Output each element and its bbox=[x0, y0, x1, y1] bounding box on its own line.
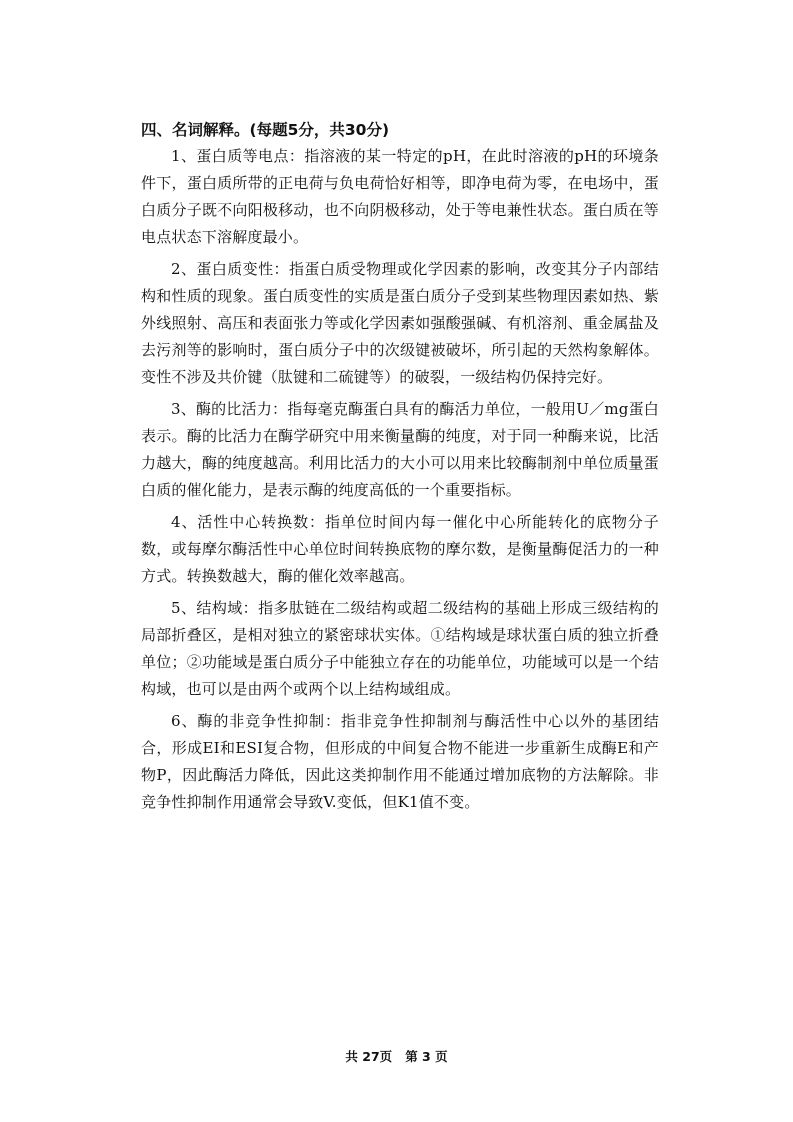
document-body bbox=[141, 117, 659, 821]
definition-item-4: 4、活性中心转换数：指单位时间内每一催化中心所能转化的底物分子数，或每摩尔酶活性中心单位时间转换底物的摩尔数，是衡量酶促活力的一种方式。转换数越大，酶的催化效率越高。 bbox=[141, 513, 659, 585]
page-footer: 共 27页 第 3 页 bbox=[345, 1049, 448, 1064]
definition-item-3: 3、酶的比活力：指每毫克酶蛋白具有的酶活力单位，一般用U／mg蛋白表示。酶的比活力在酶学研究中用来衡量酶的纯度，对于同一种酶来说，比活力越大，酶的纯度越高。利用比活力的大小可以用来比较酶制剂中单位质量蛋白质的催化能力，是表示酶的纯度高低的一个重要指标。 bbox=[141, 400, 659, 499]
definition-item-1: 1、蛋白质等电点：指溶液的某一特定的pH，在此时溶液的pH的环境条件下，蛋白质所带的正电荷与负电荷恰好相等，即净电荷为零，在电场中，蛋白质分子既不向阳极移动，也不向阴极移动，处于等电兼性状态。蛋白质在等电点状态下溶解度最小。 bbox=[141, 147, 659, 246]
definition-item-6: 6、酶的非竞争性抑制：指非竞争性抑制剂与酶活性中心以外的基团结合，形成EI和ESI复合物，但形成的中间复合物不能进一步重新生成酶E和产物P，因此酶活力降低，因此这类抑制作用不能通过增加底物的方法解除。非竞争性抑制作用通常会导致V.变低，但K1值不变。 bbox=[141, 712, 659, 811]
section-title: 四、名词解释。(每题5分，共30分) bbox=[141, 121, 390, 139]
definition-item-5: 5、结构域：指多肽链在二级结构或超二级结构的基础上形成三级结构的局部折叠区，是相对独立的紧密球状实体。①结构域是球状蛋白质的独立折叠单位；②功能域是蛋白质分子中能独立存在的功能单位，功能域可以是一个结构域，也可以是由两个或两个以上结构域组成。 bbox=[141, 599, 659, 698]
definition-item-2: 2、蛋白质变性：指蛋白质受物理或化学因素的影响，改变其分子内部结构和性质的现象。蛋白质变性的实质是蛋白质分子受到某些物理因素如热、紫外线照射、高压和表面张力等或化学因素如强酸强碱、有机溶剂、重金属盐及去污剂等的影响时，蛋白质分子中的次级键被破坏，所引起的天然构象解体。变性不涉及共价键（肽键和二硫键等）的破裂，一级结构仍保持完好。 bbox=[141, 260, 659, 386]
